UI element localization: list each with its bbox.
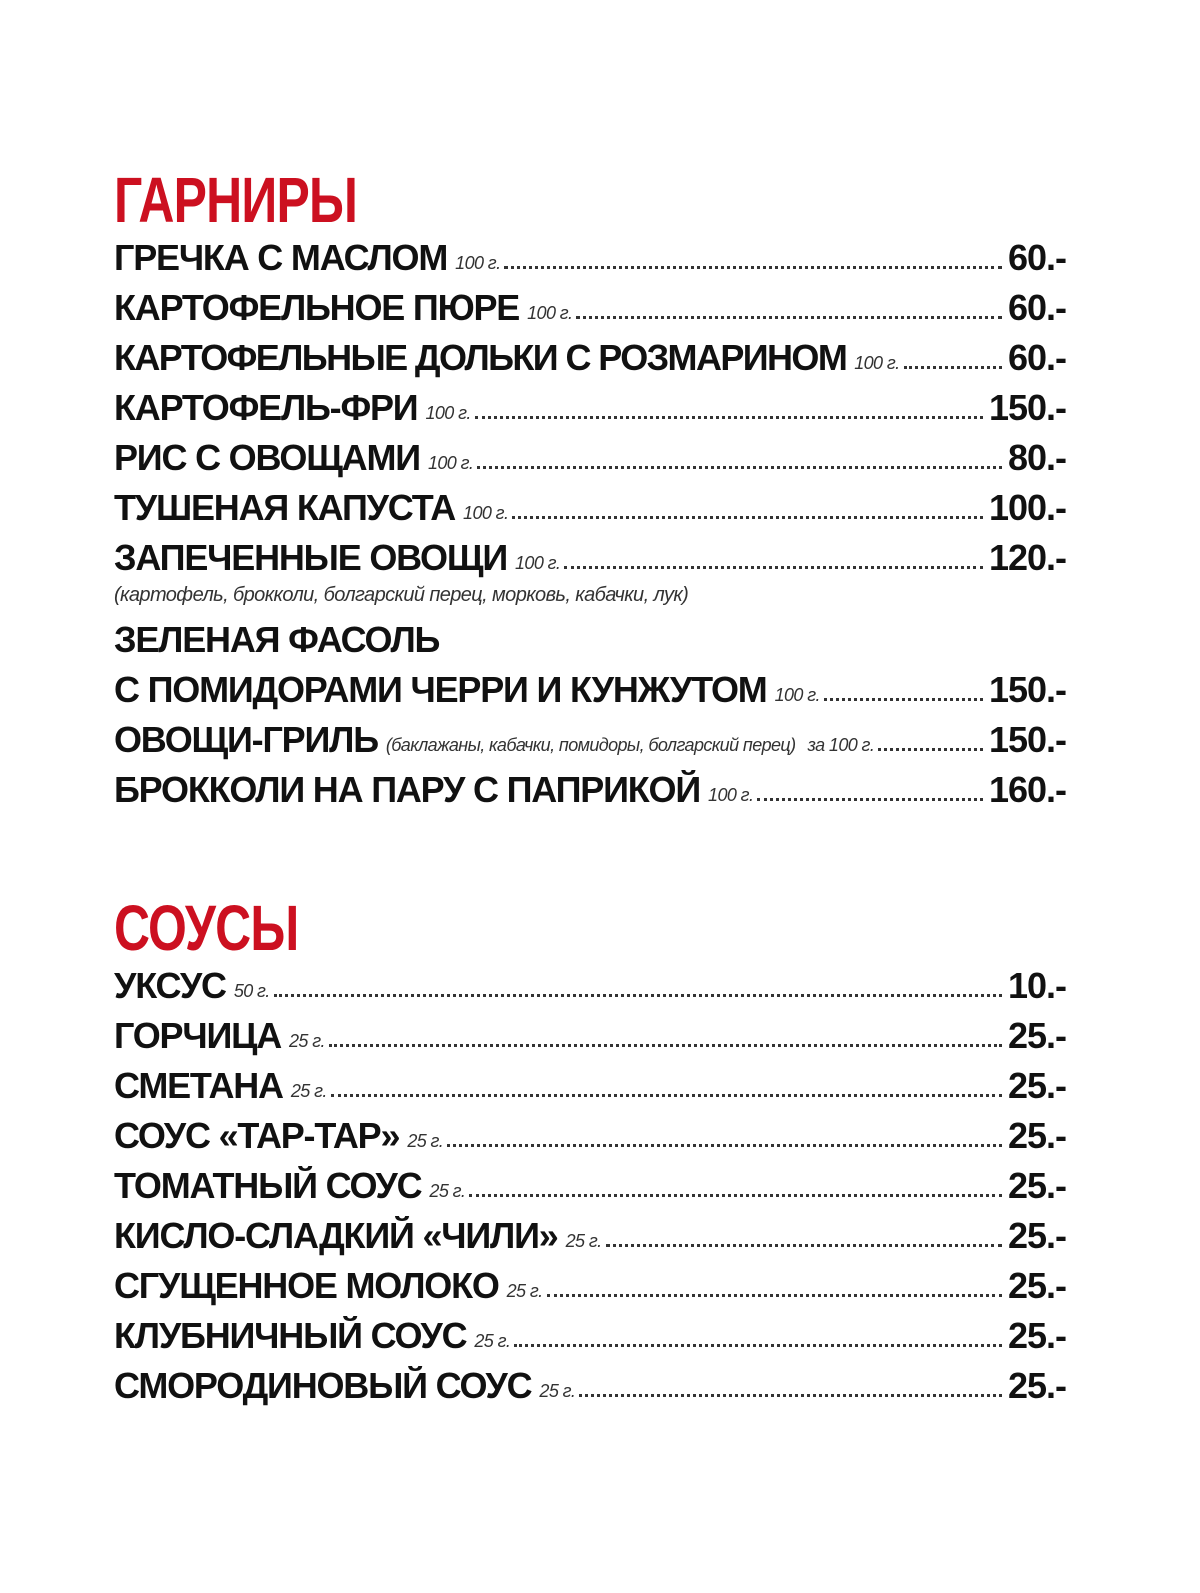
dot-leader	[331, 1094, 1002, 1097]
item-name: ГРЕЧКА С МАСЛОМ	[114, 238, 448, 278]
item-price: 25.-	[1007, 1216, 1066, 1256]
dot-leader	[512, 516, 983, 519]
item-price: 100.-	[988, 488, 1066, 528]
item-name: КАРТОФЕЛЬ-ФРИ	[114, 388, 418, 428]
menu-item	[114, 238, 1066, 278]
item-weight: 100 г.	[425, 403, 471, 423]
item-name: С ПОМИДОРАМИ ЧЕРРИ И КУНЖУТОМ	[114, 670, 767, 710]
item-price: 80.-	[1007, 438, 1066, 478]
item-weight: 25 г.	[506, 1281, 543, 1301]
item-price: 120.-	[988, 538, 1066, 578]
item-weight: 25 г.	[539, 1381, 576, 1401]
item-price: 25.-	[1007, 1366, 1066, 1406]
item-name: СМЕТАНА	[114, 1066, 283, 1106]
dot-leader	[329, 1044, 1002, 1047]
item-name: ГОРЧИЦА	[114, 1016, 282, 1056]
item-price: 60.-	[1007, 288, 1066, 328]
item-name: РИС С ОВОЩАМИ	[114, 438, 420, 478]
item-price: 25.-	[1007, 1116, 1066, 1156]
menu-item	[114, 1316, 1066, 1356]
item-price: 25.-	[1007, 1316, 1066, 1356]
dot-leader	[579, 1394, 1002, 1397]
item-name: КЛУБНИЧНЫЙ СОУС	[114, 1316, 467, 1356]
menu-item	[114, 1266, 1066, 1306]
item-weight: 100 г.	[515, 553, 561, 573]
item-price: 160.-	[988, 770, 1066, 810]
menu-item	[114, 438, 1066, 478]
menu-item	[114, 770, 1066, 810]
item-name: ТУШЕНАЯ КАПУСТА	[114, 488, 456, 528]
item-weight: 25 г.	[565, 1231, 602, 1251]
menu-item-name-line	[114, 620, 1066, 660]
item-price: 150.-	[988, 388, 1066, 428]
item-price: 60.-	[1007, 338, 1066, 378]
dot-leader	[547, 1294, 1002, 1297]
dot-leader	[564, 566, 983, 569]
item-weight: за 100 г.	[807, 735, 875, 755]
item-weight: 100 г.	[455, 253, 501, 273]
item-name: СМОРОДИНОВЫЙ СОУС	[114, 1366, 532, 1406]
item-price: 25.-	[1007, 1066, 1066, 1106]
item-weight: 100 г.	[527, 303, 573, 323]
dot-leader	[878, 748, 983, 751]
item-price: 25.-	[1007, 1266, 1066, 1306]
item-weight: 25 г.	[429, 1181, 466, 1201]
menu-item	[114, 338, 1066, 378]
dot-leader	[824, 698, 983, 701]
menu-item	[114, 388, 1066, 428]
menu-item	[114, 1366, 1066, 1406]
menu-item	[114, 1166, 1066, 1206]
item-price: 150.-	[988, 720, 1066, 760]
item-name: ЗАПЕЧЕННЫЕ ОВОЩИ	[114, 538, 507, 578]
dot-leader	[469, 1194, 1002, 1197]
menu-item	[114, 488, 1066, 528]
item-name: СОУС «ТАР-ТАР»	[114, 1116, 400, 1156]
item-weight: 25 г.	[407, 1131, 444, 1151]
item-weight: 100 г.	[427, 453, 474, 473]
dot-leader	[576, 316, 1002, 319]
item-price: 25.-	[1007, 1016, 1066, 1056]
item-name: СГУЩЕННОЕ МОЛОКО	[114, 1266, 499, 1306]
item-weight: 50 г.	[233, 981, 270, 1001]
dot-leader	[477, 466, 1002, 469]
section-title-sauces: СОУСЫ	[114, 892, 299, 964]
item-name: КАРТОФЕЛЬНОЕ ПЮРЕ	[114, 288, 520, 328]
item-name: КАРТОФЕЛЬНЫЕ ДОЛЬКИ С РОЗМАРИНОМ	[114, 338, 847, 378]
menu-item	[114, 288, 1066, 328]
item-weight: 100 г.	[774, 685, 820, 705]
item-weight: 100 г.	[854, 353, 900, 373]
item-name: УКСУС	[114, 966, 226, 1006]
menu-item	[114, 1016, 1066, 1056]
menu-item	[114, 1216, 1066, 1256]
item-weight: 25 г.	[474, 1331, 511, 1351]
item-name: ОВОЩИ-ГРИЛЬ	[114, 720, 378, 760]
item-price: 150.-	[988, 670, 1066, 710]
menu-item	[114, 1066, 1066, 1106]
item-weight: 100 г.	[708, 785, 754, 805]
dot-leader	[274, 994, 1002, 997]
section-title-garnishes: ГАРНИРЫ	[114, 164, 358, 236]
menu-item	[114, 720, 1066, 760]
dot-leader	[904, 366, 1002, 369]
menu-item	[114, 966, 1066, 1006]
menu-item	[114, 1116, 1066, 1156]
item-name: КИСЛО-СЛАДКИЙ «ЧИЛИ»	[114, 1216, 558, 1256]
dot-leader	[447, 1144, 1002, 1147]
dot-leader	[504, 266, 1001, 269]
menu-item	[114, 538, 1066, 578]
menu-item	[114, 670, 1066, 710]
item-note: (баклажаны, кабачки, помидоры, болгарский перец)	[385, 735, 796, 755]
dot-leader	[757, 798, 983, 801]
item-name-line1: ЗЕЛЕНАЯ ФАСОЛЬ	[114, 620, 440, 660]
dot-leader	[514, 1344, 1002, 1347]
item-price: 60.-	[1007, 238, 1066, 278]
item-weight: 25 г.	[290, 1081, 327, 1101]
item-name: БРОККОЛИ НА ПАРУ С ПАПРИКОЙ	[114, 770, 701, 810]
item-name: ТОМАТНЫЙ СОУС	[114, 1166, 422, 1206]
item-weight: 25 г.	[289, 1031, 325, 1051]
item-weight: 100 г.	[463, 503, 509, 523]
dot-leader	[606, 1244, 1002, 1247]
item-price: 25.-	[1007, 1166, 1066, 1206]
dot-leader	[475, 416, 983, 419]
item-description: (картофель, брокколи, болгарский перец, морковь, кабачки, лук)	[114, 584, 689, 606]
item-price: 10.-	[1007, 966, 1066, 1006]
